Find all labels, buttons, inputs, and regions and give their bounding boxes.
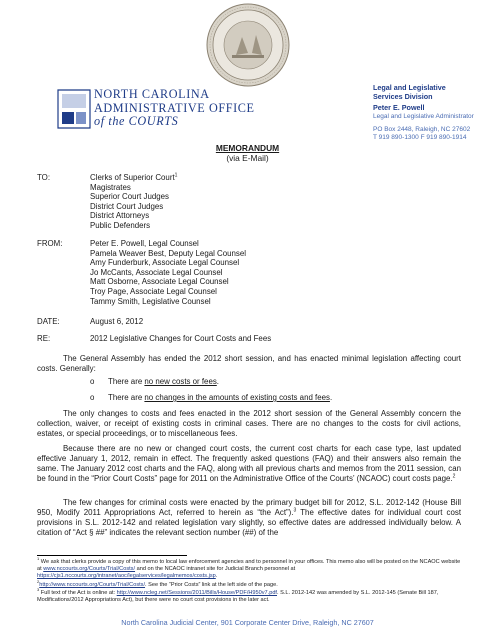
- footnote-marker: 3: [293, 507, 297, 514]
- to-label: TO:: [37, 173, 51, 182]
- footnote-link[interactable]: https://cjs1.nccourts.org/intranet/aoc/legalservices/legalmemos/costs.jsp: [37, 573, 216, 580]
- paragraph-1: The General Assembly has ended the 2012 short session, and has enacted minimal legislation affecting court costs. Generally:: [37, 354, 461, 373]
- recipient: Clerks of Superior Court: [90, 173, 175, 182]
- phone-fax: T 919 890-1300 F 919 890-1914: [373, 133, 467, 141]
- footnote-marker: 2: [452, 473, 456, 480]
- org-line2: ADMINISTRATIVE OFFICE: [94, 100, 255, 115]
- re-label: RE:: [37, 334, 51, 343]
- administrator-title: Legal and Legislative Administrator: [373, 112, 474, 120]
- footnote-divider: [37, 555, 187, 556]
- from-senders: [90, 239, 246, 306]
- paragraph-3: Because there are no new or changed court costs, the current cost charts for each case type, last updated effective January 1, 2012, remain in effect. The frequently asked questions (FAQ) and their answers also remain the same. The January 2012 cost charts and the FAQ, along with all previous charts and memos from the 2011 session, can be found in the “Prior Court Costs” page for 2011 on the Administrative Office of the Courts’ (NCAOC) court costs page.$^2$: [37, 444, 461, 483]
- date-label: DATE:: [37, 317, 60, 326]
- paragraph-4: The few changes for criminal costs were enacted by the primary budget bill for 2012, S.L. 2012-142 (House Bill 950, Modify 2011 Appropriations Act, referred to herein as “the Act”).$^3$ The effective dates for individual court cost provisions in S.L. 2012-142 and related legislation vary slightly, so effective dates are addressed individually below. A citation of “Act § ##” indicates the relevant section number (##) of the: [37, 498, 462, 537]
- memo-subtitle: (via E-Mail): [226, 153, 269, 163]
- footnote-link[interactable]: http://www.nccourts.org/Courts/Trial/Costs/: [39, 582, 146, 588]
- org-line1: NORTH CAROLINA: [94, 87, 210, 101]
- to-recipients: [90, 173, 177, 231]
- sender: Pamela Weaver Best, Deputy Legal Counsel: [90, 248, 246, 258]
- memo-heading: [0, 143, 495, 163]
- bullet-mark: o: [90, 377, 95, 386]
- footnote-marker: 1: [174, 172, 178, 179]
- from-label: FROM:: [37, 239, 63, 248]
- emphasis: no changes in the amounts of existing costs and fees: [144, 393, 330, 402]
- recipient: District Attorneys: [90, 211, 150, 221]
- mailing-address: PO Box 2448, Raleigh, NC 27602: [373, 125, 471, 133]
- footnote-2: $^2$http://www.nccourts.org/Courts/Trial/Costs/. See the “Prior Costs” link at the left side of the page.: [37, 579, 278, 588]
- division-name: Legal and Legislative: [373, 83, 446, 92]
- date-value: August 6, 2012: [90, 317, 144, 326]
- recipient: Superior Court Judges: [90, 192, 169, 202]
- aoc-wordmark: [94, 88, 255, 129]
- footnote-1: $^1$ We ask that clerks provide a copy of this memo to local law enforcement agencies and to personnel in your offices. This memo also will be posted on the NCAOC website at www.nccourts.org/Courts/Trial/Costs/ and on the NCAOC intranet site for Judicial Branch personnel at https://cjs1.nccourts.org/intranet/aoc/legalservices/legalmemos/costs.jsp.: [37, 556, 461, 580]
- contact-block: [373, 84, 474, 142]
- paragraph-2: The only changes to costs and fees enacted in the 2012 short session of the General Assembly concern the collection, waiver, or receipt of existing costs in criminal cases. There are no changes to the costs for civil actions, estates, or special proceedings, or to miscellaneous fees.: [37, 409, 461, 438]
- bullet-mark: o: [90, 393, 95, 402]
- sender: Jo McCants, Associate Legal Counsel: [90, 267, 223, 277]
- recipient: Magistrates: [90, 182, 131, 192]
- sender: Tammy Smith, Legislative Counsel: [90, 296, 211, 306]
- sender: Troy Page, Associate Legal Counsel: [90, 286, 217, 296]
- bullet-item-2: o There are no changes in the amounts of existing costs and fees.: [90, 393, 333, 402]
- emphasis: no new costs or fees: [144, 377, 217, 386]
- footnote-link[interactable]: http://www.ncleg.net/Sessions/2011/Bills/House/PDF/H950v7.pdf: [116, 590, 277, 596]
- bullet-item-1: o There are no new costs or fees.: [90, 377, 219, 386]
- state-seal: [206, 3, 290, 87]
- recipient: District Court Judges: [90, 201, 164, 211]
- sender: Peter E. Powell, Legal Counsel: [90, 239, 199, 248]
- recipient: Public Defenders: [90, 220, 151, 230]
- sender: Matt Osborne, Associate Legal Counsel: [90, 277, 229, 287]
- memo-title: MEMORANDUM: [215, 143, 280, 153]
- footnote-link[interactable]: www.nccourts.org/Courts/Trial/Costs/: [43, 566, 136, 573]
- footnote-3: $^3$ Full text of the Act is online at: http://www.ncleg.net/Sessions/2011/Bills/House/PDF/H950v7.pdf. S.L. 2012-142 was amended by S.L. 2012-145 (Senate Bill 187, Modifications/2012 Appropriations Act), but there were no court cost provisions in the later act.: [37, 587, 439, 604]
- division-name-2: Services Division: [373, 91, 433, 101]
- sender: Amy Funderburk, Associate Legal Counsel: [90, 258, 240, 268]
- administrator-name: Peter E. Powell: [373, 103, 425, 112]
- re-value: 2012 Legislative Changes for Court Costs and Fees: [90, 334, 272, 343]
- org-line3: of the COURTS: [94, 114, 179, 128]
- page-footer: North Carolina Judicial Center, 901 Corporate Center Drive, Raleigh, NC 27607: [121, 618, 374, 627]
